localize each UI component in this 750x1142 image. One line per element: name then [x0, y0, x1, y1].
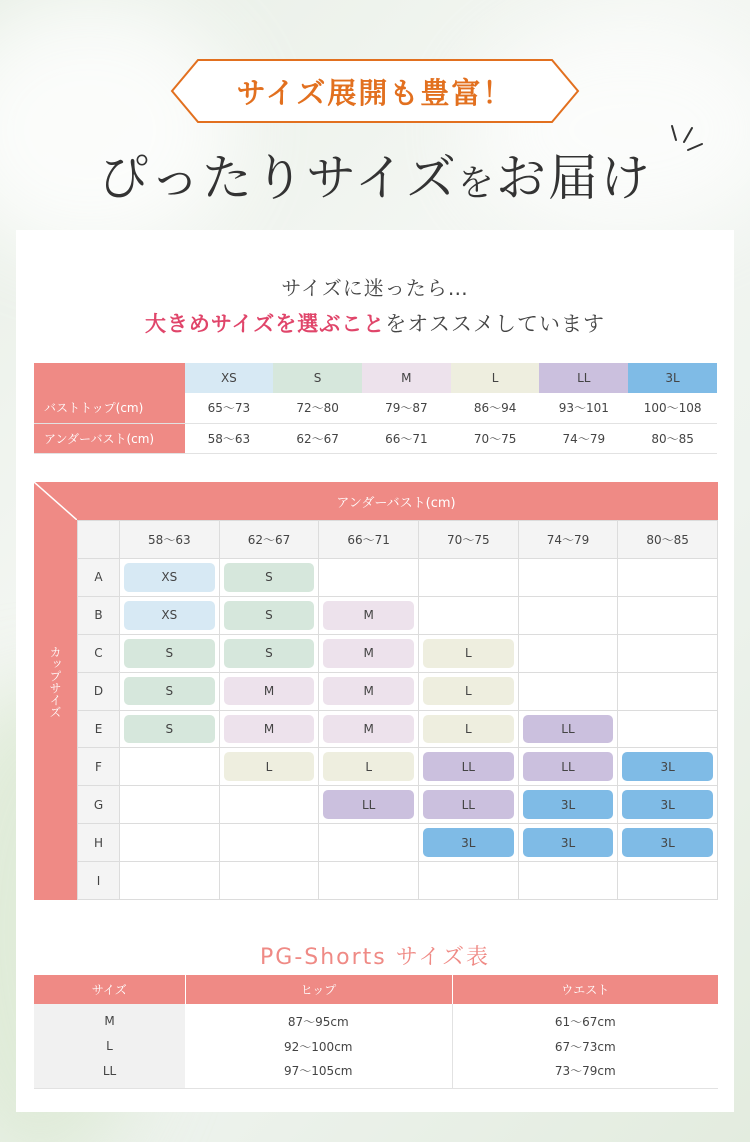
size-header-3l: 3L: [628, 363, 717, 393]
matrix-column-header: 70〜75: [419, 521, 518, 558]
table-cell: 72〜80: [273, 393, 362, 423]
matrix-cell: [220, 748, 319, 785]
size-pill: L: [423, 639, 514, 668]
matrix-column-header: 58〜63: [120, 521, 219, 558]
headline: [0, 138, 750, 210]
shorts-waist: 73〜79cm: [554, 1064, 616, 1079]
matrix-cell: [519, 748, 618, 785]
shorts-hip: 92〜100cm: [185, 1032, 452, 1060]
matrix-cell: [319, 559, 418, 596]
matrix-cell: [618, 862, 717, 899]
shorts-waist: 61〜67cm: [554, 1014, 616, 1029]
matrix-cell: [319, 748, 418, 785]
headline-particle: を: [457, 163, 496, 204]
banner-text: サイズ展開も豊富！: [236, 75, 514, 110]
matrix-cell: [319, 635, 418, 672]
size-pill: M: [323, 639, 414, 668]
intro-highlight: 大きめサイズを選ぶこと: [144, 312, 386, 336]
size-pill: L: [423, 715, 514, 744]
shorts-size: LL: [34, 1060, 185, 1088]
matrix-column-header: 80〜85: [618, 521, 717, 558]
matrix-cell: [519, 559, 618, 596]
sparkle-icon: [670, 122, 706, 162]
matrix-cell: [618, 786, 717, 823]
size-pill: LL: [423, 752, 514, 781]
matrix-cup-label: G: [78, 786, 119, 823]
table-row: [34, 393, 717, 423]
intro-line1: サイズに迷ったら…: [281, 276, 469, 300]
matrix-cup-label: H: [78, 824, 119, 861]
matrix-cell: [120, 748, 219, 785]
shorts-header: [34, 975, 718, 1004]
size-pill: 3L: [523, 790, 614, 819]
size-pill: 3L: [622, 828, 713, 857]
size-pill: 3L: [523, 828, 614, 857]
table-cell: 58〜63: [185, 423, 274, 453]
matrix-cell: [519, 635, 618, 672]
table-cell: 86〜94: [451, 393, 540, 423]
shorts-hip: 97〜105cm: [185, 1060, 452, 1088]
matrix-cell: [120, 711, 219, 748]
bg-light: [0, 0, 240, 260]
matrix-cell: [120, 786, 219, 823]
shorts-title: PG-Shorts サイズ表: [260, 945, 490, 970]
matrix-cell: [220, 635, 319, 672]
matrix-cell: [120, 862, 219, 899]
size-matrix: [34, 482, 718, 900]
table-cell: 80〜85: [628, 423, 717, 453]
matrix-cell: [519, 862, 618, 899]
matrix-cell: [618, 748, 717, 785]
table-cell: 70〜75: [451, 423, 540, 453]
size-pill: XS: [124, 563, 215, 592]
matrix-cell: [618, 824, 717, 861]
shorts-waist: 67〜73cm: [554, 1039, 616, 1054]
table-cell: 62〜67: [273, 423, 362, 453]
size-pill: M: [323, 677, 414, 706]
size-pill: 3L: [622, 752, 713, 781]
size-pill: M: [323, 715, 414, 744]
size-pill: S: [124, 639, 215, 668]
headline-main: ぴったりサイズ: [97, 149, 458, 207]
intro-rest: をオススメしています: [385, 312, 606, 336]
size-pill: S: [124, 715, 215, 744]
matrix-grid: [77, 520, 718, 900]
matrix-column-header: 74〜79: [519, 521, 618, 558]
size-pill: L: [423, 677, 514, 706]
size-pill: S: [224, 563, 315, 592]
matrix-cell: [519, 673, 618, 710]
size-pill: LL: [423, 790, 514, 819]
table-cell: 66〜71: [362, 423, 451, 453]
matrix-cup-label: B: [78, 597, 119, 634]
matrix-cell: [419, 711, 518, 748]
shorts-size: L: [34, 1032, 185, 1060]
banner: [170, 58, 580, 124]
size-header-s: S: [273, 363, 362, 393]
matrix-cell: [618, 635, 717, 672]
table-row: [34, 1032, 718, 1060]
matrix-cell: [618, 673, 717, 710]
size-pill: 3L: [622, 790, 713, 819]
matrix-cup-label: I: [78, 862, 119, 899]
table-row: [34, 1004, 718, 1032]
matrix-cup-label: D: [78, 673, 119, 710]
matrix-cell: [220, 597, 319, 634]
matrix-side-label: カップサイズ: [48, 646, 62, 718]
matrix-cell: [319, 673, 418, 710]
table-row: [34, 423, 717, 453]
size-header-xs: XS: [185, 363, 274, 393]
matrix-cell: [319, 711, 418, 748]
matrix-cell: [419, 597, 518, 634]
row-label-bust-top: バストトップ(cm): [34, 393, 185, 423]
matrix-cell: [618, 597, 717, 634]
size-pill: LL: [523, 752, 614, 781]
matrix-cell: [519, 786, 618, 823]
table-cell: 93〜101: [539, 393, 628, 423]
matrix-cell: [519, 824, 618, 861]
matrix-cell: [419, 748, 518, 785]
size-table: [34, 363, 717, 454]
matrix-cell: [319, 824, 418, 861]
size-pill: LL: [523, 715, 614, 744]
size-header-l: L: [451, 363, 540, 393]
matrix-cell: [120, 673, 219, 710]
size-pill: M: [323, 601, 414, 630]
size-table-header: [34, 363, 717, 393]
intro-line2: [0, 308, 750, 338]
table-cell: 100〜108: [628, 393, 717, 423]
matrix-column-header: 62〜67: [220, 521, 319, 558]
shorts-header-hip: ヒップ: [185, 975, 452, 1004]
matrix-cell: [220, 673, 319, 710]
table-row: [34, 1060, 718, 1088]
size-header-m: M: [362, 363, 451, 393]
shorts-size: M: [34, 1004, 185, 1032]
matrix-cell: [419, 862, 518, 899]
shorts-hip: 87〜95cm: [185, 1004, 452, 1032]
shorts-table: [34, 975, 718, 1089]
shorts-header-size: サイズ: [34, 975, 185, 1004]
matrix-cell: [220, 559, 319, 596]
matrix-cup-label: C: [78, 635, 119, 672]
matrix-cell: [220, 862, 319, 899]
matrix-cell: [319, 786, 418, 823]
size-pill: XS: [124, 601, 215, 630]
size-header-ll: LL: [539, 363, 628, 393]
shorts-header-waist: ウエスト: [452, 975, 718, 1004]
size-pill: M: [224, 715, 315, 744]
matrix-cell: [419, 786, 518, 823]
size-pill: M: [224, 677, 315, 706]
matrix-cup-label: E: [78, 711, 119, 748]
table-cell: 65〜73: [185, 393, 274, 423]
matrix-cell: [220, 711, 319, 748]
matrix-cell: [419, 559, 518, 596]
headline-tail: お届け: [496, 149, 652, 207]
matrix-cell: [120, 635, 219, 672]
matrix-cell: [419, 635, 518, 672]
size-table-corner: [34, 363, 185, 393]
size-pill: L: [323, 752, 414, 781]
matrix-corner-diagonal: [34, 482, 77, 520]
table-cell: 79〜87: [362, 393, 451, 423]
matrix-cell: [519, 597, 618, 634]
size-pill: 3L: [423, 828, 514, 857]
matrix-corner-cell: [78, 521, 119, 558]
size-pill: S: [224, 639, 315, 668]
matrix-cell: [618, 711, 717, 748]
matrix-cell: [519, 711, 618, 748]
table-cell: 74〜79: [539, 423, 628, 453]
size-pill: L: [224, 752, 315, 781]
matrix-cell: [618, 559, 717, 596]
matrix-top-label: アンダーバスト(cm): [34, 482, 718, 520]
size-pill: LL: [323, 790, 414, 819]
matrix-cell: [120, 824, 219, 861]
matrix-cell: [120, 597, 219, 634]
matrix-cell: [319, 597, 418, 634]
matrix-cell: [419, 673, 518, 710]
matrix-cup-label: A: [78, 559, 119, 596]
matrix-column-header: 66〜71: [319, 521, 418, 558]
matrix-cell: [120, 559, 219, 596]
matrix-cell: [220, 824, 319, 861]
matrix-cell: [419, 824, 518, 861]
matrix-cell: [319, 862, 418, 899]
row-label-under-bust: アンダーバスト(cm): [34, 423, 185, 453]
size-pill: S: [124, 677, 215, 706]
size-pill: S: [224, 601, 315, 630]
matrix-cup-label: F: [78, 748, 119, 785]
matrix-cell: [220, 786, 319, 823]
